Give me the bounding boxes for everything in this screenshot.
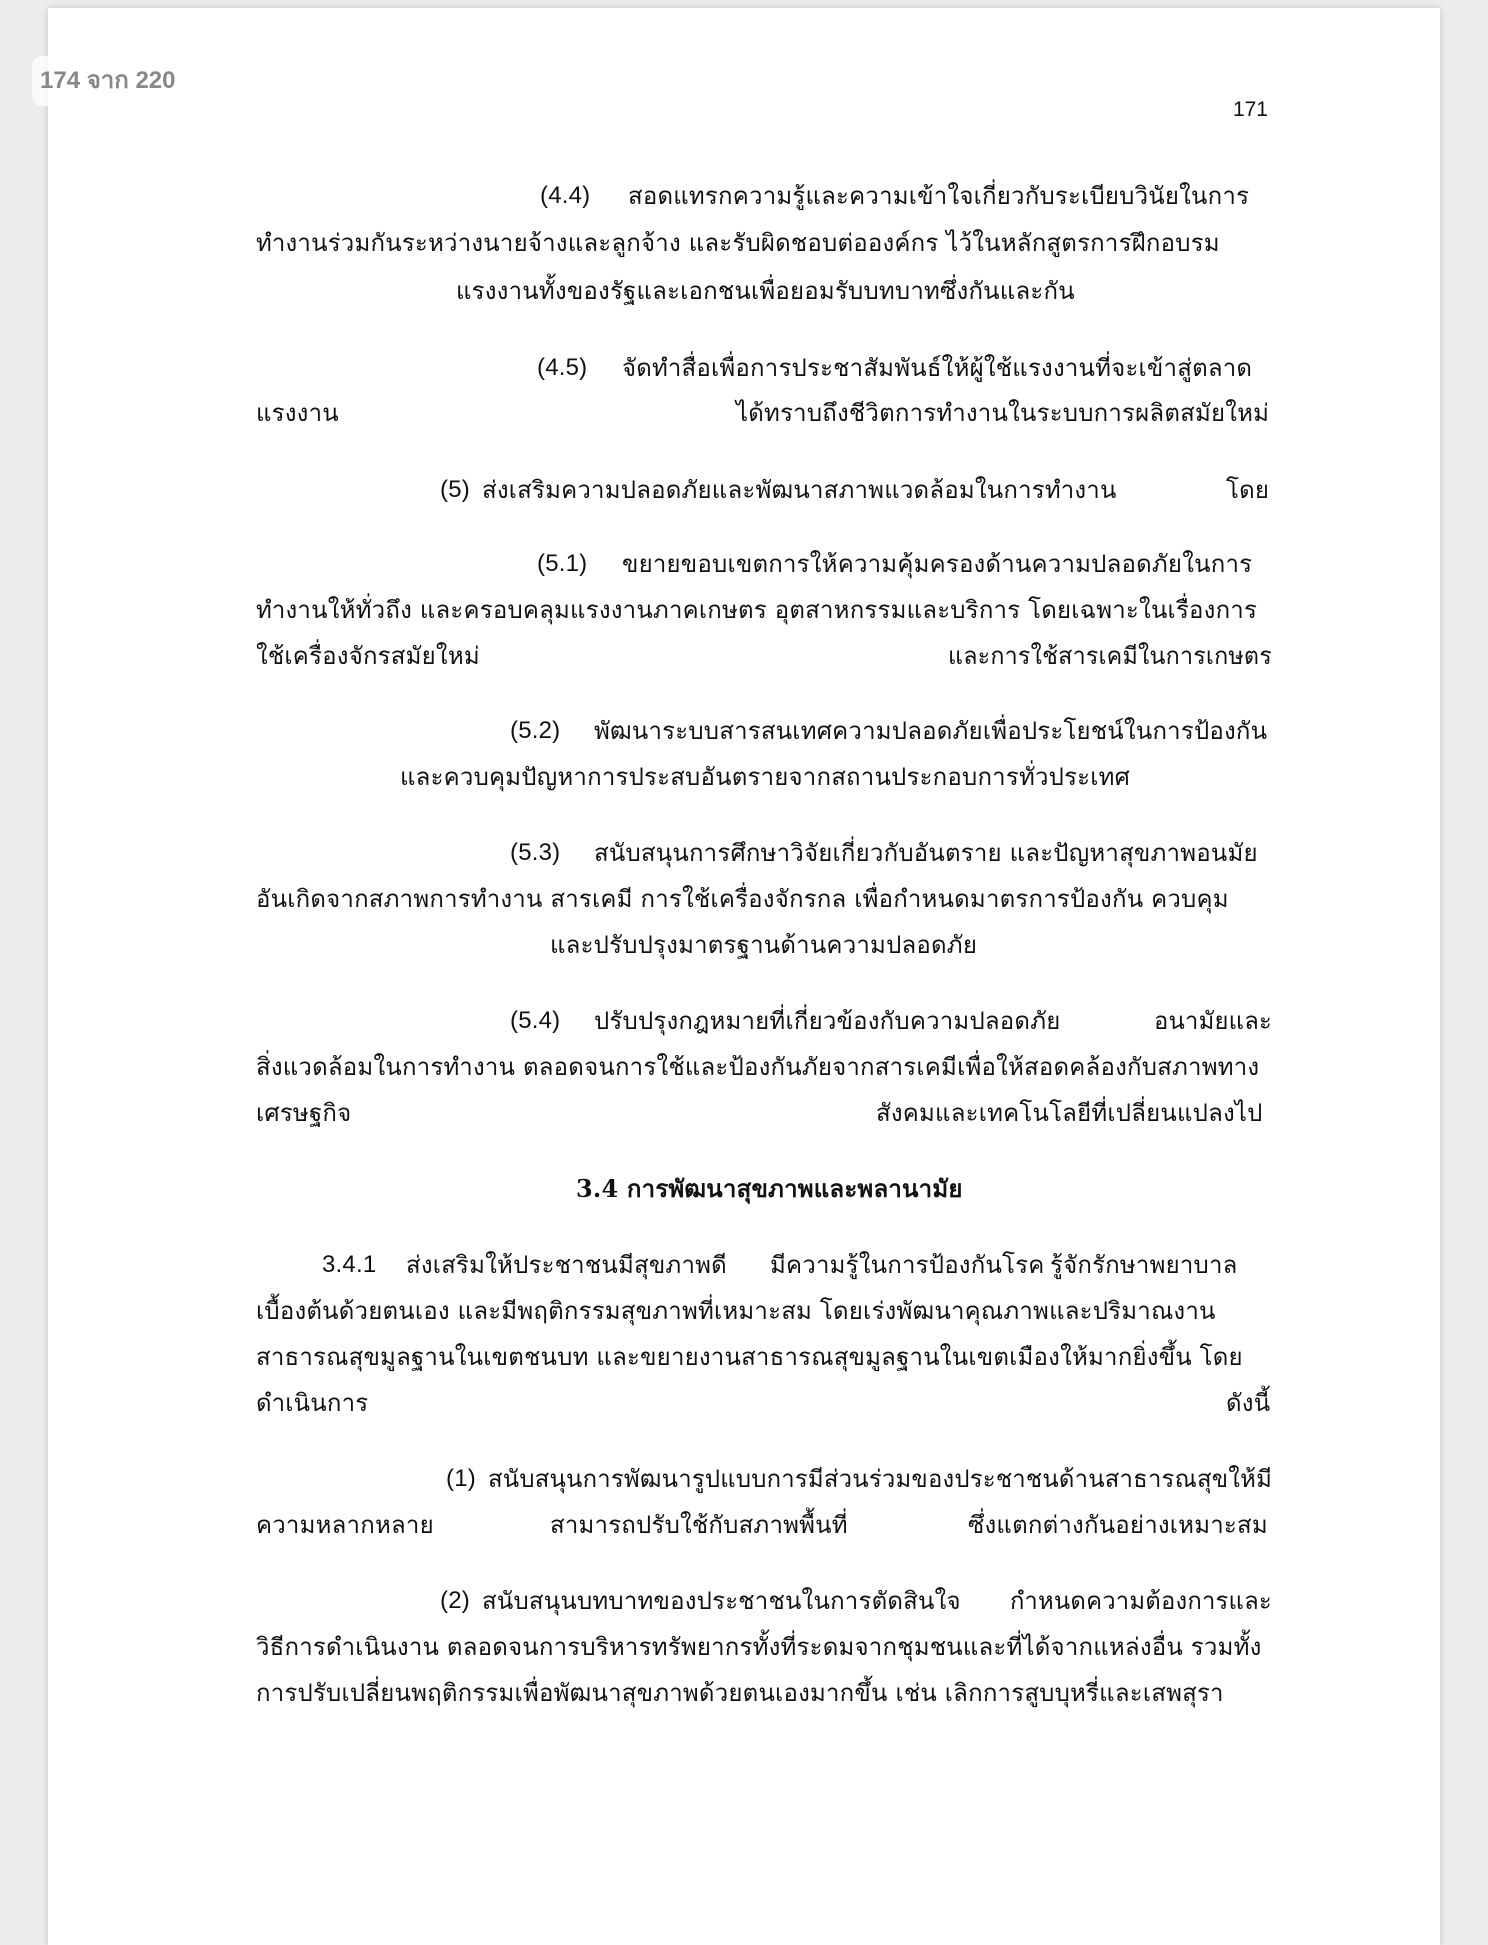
paragraph-line: ดังนี้ bbox=[1226, 1389, 1271, 1417]
paragraph-line: สอดแทรกความรู้และความเข้าใจเกี่ยวกับระเบียบวินัยในการ bbox=[628, 182, 1250, 210]
paragraph-line: พัฒนาระบบสารสนเทศความปลอดภัยเพื่อประโยชน์ในการป้องกัน bbox=[594, 717, 1268, 745]
paragraph-line: สังคมและเทคโนโลยีที่เปลี่ยนแปลงไป bbox=[876, 1099, 1263, 1127]
paragraph-line: กำหนดความต้องการและ bbox=[1010, 1587, 1272, 1615]
paragraph-line: สนับสนุนการศึกษาวิจัยเกี่ยวกับอันตราย และปัญหาสุขภาพอนมัย bbox=[594, 839, 1258, 867]
paragraph-line: และการใช้สารเคมีในการเกษตร bbox=[948, 642, 1272, 670]
paragraph-line: ปรับปรุงกฎหมายที่เกี่ยวข้องกับความปลอดภัย bbox=[594, 1007, 1061, 1035]
item-number: (2) bbox=[440, 1587, 470, 1614]
page-number: 171 bbox=[1232, 98, 1268, 121]
paragraph-line: จัดทำสื่อเพื่อการประชาสัมพันธ์ให้ผู้ใช้แรงงานที่จะเข้าสู่ตลาด bbox=[622, 354, 1253, 382]
paragraph-line: ใช้เครื่องจักรสมัยใหม่ bbox=[256, 642, 480, 670]
paragraph-line: ดำเนินการ bbox=[256, 1389, 369, 1417]
item-number: (5.3) bbox=[510, 839, 561, 866]
paragraph-line: แรงงาน bbox=[256, 399, 339, 427]
paragraph-line: ซึ่งแตกต่างกันอย่างเหมาะสม bbox=[968, 1511, 1268, 1539]
paragraph-line: ส่งเสริมความปลอดภัยและพัฒนาสภาพแวดล้อมในการทำงาน bbox=[482, 476, 1117, 504]
item-number: (4.5) bbox=[537, 354, 588, 381]
paragraph-line: วิธีการดำเนินงาน ตลอดจนการบริหารทรัพยากรทั้งที่ระดมจากชุมชนและที่ได้จากแหล่งอื่น รวมทั้ง bbox=[256, 1633, 1262, 1661]
paragraph-line: ทำงานร่วมกันระหว่างนายจ้างและลูกจ้าง และรับผิดชอบต่อองค์กร ไว้ในหลักสูตรการฝึกอบรม bbox=[256, 229, 1220, 257]
item-number: (4.4) bbox=[540, 182, 591, 209]
paragraph-line: ทำงานให้ทั่วถึง และครอบคลุมแรงงานภาคเกษตร อุตสาหกรรมและบริการ โดยเฉพาะในเรื่องการ bbox=[256, 596, 1258, 624]
paragraph-line: ได้ทราบถึงชีวิตการทำงานในระบบการผลิตสมัยใหม่ bbox=[736, 399, 1270, 427]
paragraph-line: สาธารณสุขมูลฐานในเขตชนบท และขยายงานสาธารณสุขมูลฐานในเขตเมืองให้มากยิ่งขึ้น โดย bbox=[256, 1343, 1243, 1371]
paragraph-line: มีความรู้ในการป้องกันโรค bbox=[770, 1251, 1045, 1279]
paragraph-line: รู้จักรักษาพยาบาล bbox=[1050, 1251, 1238, 1279]
item-number: (5) bbox=[440, 476, 470, 503]
section-title: 3.4 การพัฒนาสุขภาพและพลานามัย bbox=[576, 1174, 963, 1203]
item-number: (1) bbox=[446, 1465, 476, 1492]
paragraph-line: ความหลากหลาย bbox=[256, 1511, 434, 1539]
paragraph-line: การปรับเปลี่ยนพฤติกรรมเพื่อพัฒนาสุขภาพด้วยตนเองมากขึ้น เช่น เลิกการสูบบุหรี่และเสพสุรา bbox=[256, 1679, 1224, 1707]
item-number: (5.2) bbox=[510, 717, 561, 744]
page-indicator: 174 จาก 220 bbox=[32, 56, 184, 106]
item-number: (5.4) bbox=[510, 1007, 561, 1034]
paragraph-line: แรงงานทั้งของรัฐและเอกชนเพื่อยอมรับบทบาทซึ่งกันและกัน bbox=[456, 277, 1075, 305]
paragraph-line: เบื้องต้นด้วยตนเอง และมีพฤติกรรมสุขภาพที่เหมาะสม โดยเร่งพัฒนาคุณภาพและปริมาณงาน bbox=[256, 1297, 1216, 1325]
paragraph-line: สนับสนุนการพัฒนารูปแบบการมีส่วนร่วมของประชาชนด้านสาธารณสุขให้มี bbox=[488, 1465, 1273, 1493]
paragraph-line: อนามัยและ bbox=[1154, 1007, 1273, 1035]
paragraph-line: ขยายขอบเขตการให้ความคุ้มครองด้านความปลอดภัยในการ bbox=[622, 550, 1253, 578]
paragraph-line: เศรษฐกิจ bbox=[256, 1099, 352, 1127]
paragraph-line: และปรับปรุงมาตรฐานด้านความปลอดภัย bbox=[550, 931, 978, 959]
paragraph-line: สนับสนุนบทบาทของประชาชนในการตัดสินใจ bbox=[482, 1587, 961, 1615]
paragraph-line: อันเกิดจากสภาพการทำงาน สารเคมี การใช้เครื่องจักรกล เพื่อกำหนดมาตรการป้องกัน ควบคุม bbox=[256, 885, 1229, 913]
paragraph-line: และควบคุมปัญหาการประสบอันตรายจากสถานประกอบการทั่วประเทศ bbox=[400, 763, 1131, 791]
paragraph-line: สิ่งแวดล้อมในการทำงาน ตลอดจนการใช้และป้องกันภัยจากสารเคมีเพื่อให้สอดคล้องกับสภาพทาง bbox=[256, 1053, 1260, 1081]
paragraph-line: สามารถปรับใช้กับสภาพพื้นที่ bbox=[550, 1511, 848, 1539]
paragraph-line: ส่งเสริมให้ประชาชนมีสุขภาพดี bbox=[406, 1251, 727, 1279]
item-number: (5.1) bbox=[537, 550, 588, 577]
paragraph-line: โดย bbox=[1226, 476, 1270, 504]
item-number: 3.4.1 bbox=[322, 1251, 377, 1278]
